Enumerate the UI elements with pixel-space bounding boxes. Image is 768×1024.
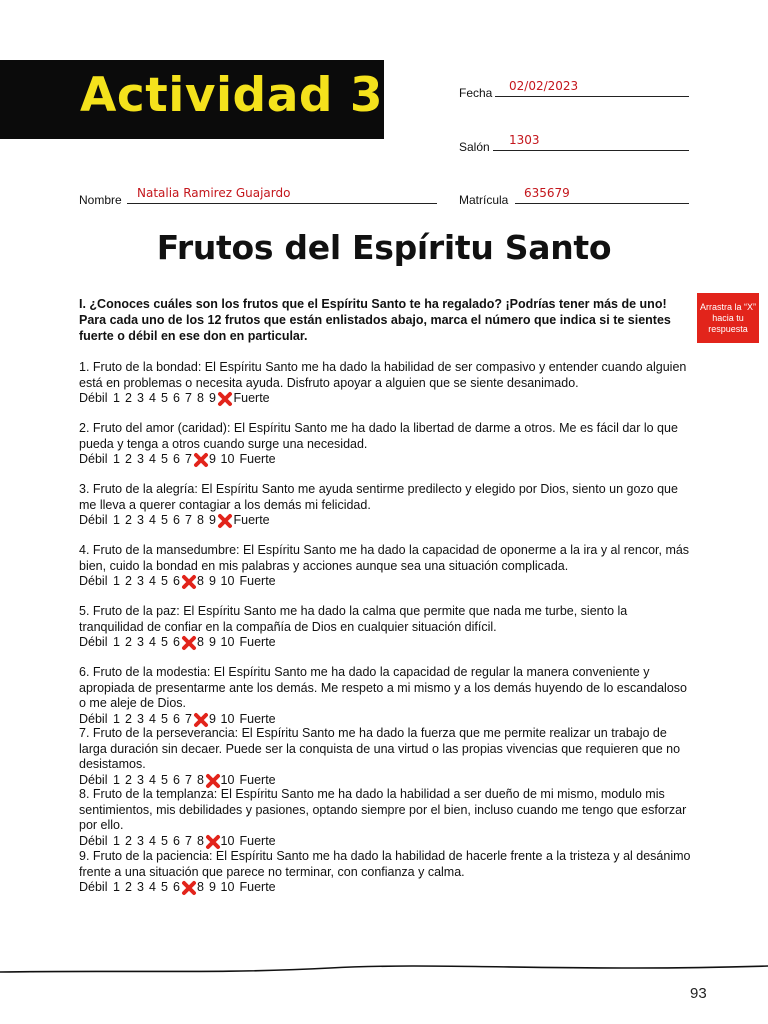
scale-option-8[interactable]: 8 — [197, 513, 204, 528]
scale-option-3[interactable]: 3 — [137, 635, 144, 650]
scale-option-10[interactable]: 10 — [220, 452, 235, 467]
page-title: Frutos del Espíritu Santo — [156, 228, 612, 267]
scale-option-5[interactable]: 5 — [161, 880, 168, 895]
scale-option-2[interactable]: 2 — [125, 772, 132, 787]
question-item — [79, 421, 691, 468]
rating-scale — [79, 452, 691, 468]
question-text: 2. Fruto del amor (caridad): El Espíritu Santo me ha dado la libertad de darme a otros. Me es fácil dar lo que pueda y tenga a otros cuando surge una necesidad. — [79, 421, 678, 451]
scale-option-3[interactable]: 3 — [137, 833, 144, 848]
scale-option-10[interactable]: 10 — [220, 711, 235, 726]
rating-scale — [79, 834, 691, 850]
question-text: 5. Fruto de la paz: El Espíritu Santo me ha dado la calma que permite que nada me turbe, siento la tranquilidad de confiar en la compañía de Dios en cualquier situación difícil. — [79, 604, 628, 634]
scale-low-label: Débil — [79, 880, 108, 895]
scale-option-3[interactable]: 3 — [137, 711, 144, 726]
scale-option-8[interactable]: 8 — [197, 772, 204, 787]
rating-scale — [79, 880, 691, 896]
scale-option-6[interactable]: 6 — [173, 711, 180, 726]
drag-hint-text: Arrastra la “X” hacia tu respuesta — [700, 301, 757, 334]
scale-option-5[interactable]: 5 — [161, 391, 168, 406]
scale-high-label: Fuerte — [239, 880, 276, 895]
scale-option-3[interactable]: 3 — [137, 452, 144, 467]
question-text: 3. Fruto de la alegría: El Espíritu Santo me ayuda sentirme predilecto y elegido por Dios, siento un gozo que me lleva a querer contagiar a los demás mi felicidad. — [79, 482, 678, 512]
scale-option-2[interactable]: 2 — [125, 833, 132, 848]
activity-banner — [0, 60, 384, 139]
scale-option-7[interactable]: 7 — [185, 391, 192, 406]
scale-option-4[interactable]: 4 — [149, 772, 156, 787]
scale-option-3[interactable]: 3 — [137, 772, 144, 787]
scale-option-2[interactable]: 2 — [125, 574, 132, 589]
question-item — [79, 665, 691, 728]
scale-option-5[interactable]: 5 — [161, 833, 168, 848]
scale-low-label: Débil — [79, 513, 108, 528]
scale-option-10[interactable]: 10 — [220, 772, 235, 787]
instructions: I. ¿Conoces cuáles son los frutos que el Espíritu Santo te ha regalado? ¡Podrías tener más de uno! Para cada uno de los 12 frutos que están enlistados abajo, marca el número que indica si te sientes fuerte o débil en ese don en particular. — [79, 297, 671, 343]
scale-option-4[interactable]: 4 — [149, 391, 156, 406]
scale-option-10[interactable]: 10 — [220, 635, 235, 650]
question-item — [79, 604, 691, 651]
rating-scale — [79, 574, 691, 590]
matricula-value: 635679 — [524, 186, 570, 200]
scale-option-1[interactable]: 1 — [113, 635, 120, 650]
scale-option-8[interactable]: 8 — [197, 880, 204, 895]
question-item — [79, 360, 691, 407]
fecha-underline — [495, 96, 689, 97]
scale-high-label: Fuerte — [239, 635, 276, 650]
rating-scale — [79, 391, 691, 407]
scale-low-label: Débil — [79, 772, 108, 787]
x-mark-icon[interactable] — [217, 513, 233, 529]
scale-option-4[interactable]: 4 — [149, 880, 156, 895]
question-text: 6. Fruto de la modestia: El Espíritu Santo me ha dado la capacidad de regular la manera conveniente y apropiada de presentarme ante los demás. Me respeto a mi mismo y a los demás huyendo de lo escandaloso o me aleje de Dios. — [79, 665, 687, 710]
scale-option-2[interactable]: 2 — [125, 513, 132, 528]
scale-option-9[interactable]: 9 — [209, 635, 216, 650]
question-text: 7. Fruto de la perseverancia: El Espíritu Santo me ha dado la fuerza que me permite realizar un trabajo de larga duración sin decaer. Puede ser la conquista de una virtud o las propias vivencias que requieren que no desistamos. — [79, 726, 681, 771]
matricula-field[interactable] — [459, 187, 691, 207]
question-item — [79, 482, 691, 529]
question-text: 4. Fruto de la mansedumbre: El Espíritu Santo me ha dado la capacidad de oponerme a la ira y al rencor, más bien, cuido la bondad en mis palabras y acciones aunque sea una situación complicada. — [79, 543, 690, 573]
scale-option-10[interactable]: 10 — [220, 574, 235, 589]
question-text: 9. Fruto de la paciencia: El Espíritu Santo me ha dado la habilidad de hacerle frente a la tristeza y al desánimo frente a una situación que parece no terminar, con confianza y calma. — [79, 849, 691, 879]
salon-underline — [493, 150, 689, 151]
scale-option-8[interactable]: 8 — [197, 391, 204, 406]
scale-option-7[interactable]: 7 — [185, 513, 192, 528]
scale-option-6[interactable]: 6 — [173, 833, 180, 848]
scale-option-10[interactable]: 10 — [220, 833, 235, 848]
scale-high-label: Fuerte — [239, 833, 276, 848]
x-mark-icon[interactable] — [217, 391, 233, 407]
scale-option-6[interactable]: 6 — [173, 513, 180, 528]
page-number: 93 — [690, 985, 707, 1002]
scale-option-9[interactable]: 9 — [209, 711, 216, 726]
scale-option-1[interactable]: 1 — [113, 391, 120, 406]
scale-option-9[interactable]: 9 — [209, 513, 216, 528]
scale-option-6[interactable]: 6 — [173, 635, 180, 650]
scale-low-label: Débil — [79, 391, 108, 406]
scale-option-3[interactable]: 3 — [137, 513, 144, 528]
x-mark-icon[interactable] — [193, 452, 209, 468]
scale-option-2[interactable]: 2 — [125, 711, 132, 726]
question-text: 8. Fruto de la templanza: El Espíritu Santo me ha dado la habilidad a ser dueño de mi mismo, modulo mis sentimientos, mis debilidades y pasiones, optando siempre por el bien, incluso cuando me tengo que esforzar por ello. — [79, 787, 687, 832]
salon-label: Salón — [459, 140, 490, 154]
scale-option-6[interactable]: 6 — [173, 574, 180, 589]
scale-option-8[interactable]: 8 — [197, 574, 204, 589]
scale-option-7[interactable]: 7 — [185, 711, 192, 726]
scale-option-1[interactable]: 1 — [113, 772, 120, 787]
scale-option-1[interactable]: 1 — [113, 452, 120, 467]
activity-title: Actividad 3 — [80, 68, 384, 123]
nombre-value: Natalia Ramirez Guajardo — [137, 186, 291, 200]
matricula-label: Matrícula — [459, 193, 509, 207]
question-item — [79, 543, 691, 590]
x-mark-icon[interactable] — [181, 635, 197, 651]
scale-option-1[interactable]: 1 — [113, 574, 120, 589]
fecha-label: Fecha — [459, 86, 493, 100]
scale-option-4[interactable]: 4 — [149, 574, 156, 589]
scale-option-4[interactable]: 4 — [149, 513, 156, 528]
scale-high-label: Fuerte — [239, 711, 276, 726]
scale-option-5[interactable]: 5 — [161, 513, 168, 528]
scale-low-label: Débil — [79, 635, 108, 650]
x-mark-icon[interactable] — [205, 834, 221, 850]
x-mark-icon[interactable] — [181, 574, 197, 590]
scale-option-6[interactable]: 6 — [173, 391, 180, 406]
scale-option-8[interactable]: 8 — [197, 833, 204, 848]
scale-option-2[interactable]: 2 — [125, 635, 132, 650]
matricula-underline — [515, 203, 689, 204]
scale-option-1[interactable]: 1 — [113, 880, 120, 895]
scale-option-5[interactable]: 5 — [161, 772, 168, 787]
scale-low-label: Débil — [79, 833, 108, 848]
question-item — [79, 849, 691, 896]
bottom-divider — [0, 958, 768, 982]
scale-option-2[interactable]: 2 — [125, 391, 132, 406]
scale-option-3[interactable]: 3 — [137, 391, 144, 406]
scale-high-label: Fuerte — [239, 772, 276, 787]
drag-hint-badge — [697, 293, 759, 343]
salon-value: 1303 — [509, 133, 540, 147]
rating-scale — [79, 513, 691, 529]
salon-field[interactable] — [459, 134, 691, 154]
scale-option-7[interactable]: 7 — [185, 452, 192, 467]
fecha-value: 02/02/2023 — [509, 79, 579, 93]
scale-option-4[interactable]: 4 — [149, 833, 156, 848]
scale-option-4[interactable]: 4 — [149, 452, 156, 467]
scale-option-4[interactable]: 4 — [149, 635, 156, 650]
x-mark-icon[interactable] — [181, 880, 197, 896]
scale-option-2[interactable]: 2 — [125, 880, 132, 895]
scale-option-9[interactable]: 9 — [209, 452, 216, 467]
fecha-field[interactable] — [459, 80, 691, 100]
scale-option-1[interactable]: 1 — [113, 711, 120, 726]
scale-low-label: Débil — [79, 711, 108, 726]
scale-option-1[interactable]: 1 — [113, 513, 120, 528]
scale-option-7[interactable]: 7 — [185, 772, 192, 787]
scale-high-label: Fuerte — [239, 452, 276, 467]
scale-option-6[interactable]: 6 — [173, 772, 180, 787]
scale-high-label: Fuerte — [233, 513, 270, 528]
scale-option-6[interactable]: 6 — [173, 880, 180, 895]
scale-option-6[interactable]: 6 — [173, 452, 180, 467]
scale-low-label: Débil — [79, 452, 108, 467]
scale-option-8[interactable]: 8 — [197, 635, 204, 650]
scale-option-9[interactable]: 9 — [209, 391, 216, 406]
question-item — [79, 787, 691, 850]
scale-option-9[interactable]: 9 — [209, 880, 216, 895]
nombre-field[interactable] — [79, 187, 439, 207]
scale-option-10[interactable]: 10 — [220, 880, 235, 895]
scale-high-label: Fuerte — [233, 391, 270, 406]
scale-option-5[interactable]: 5 — [161, 635, 168, 650]
scale-low-label: Débil — [79, 574, 108, 589]
scale-option-5[interactable]: 5 — [161, 711, 168, 726]
scale-option-1[interactable]: 1 — [113, 833, 120, 848]
question-text: 1. Fruto de la bondad: El Espíritu Santo me ha dado la habilidad de ser compasivo y entender cuando alguien está en problemas o necesita ayuda. Disfruto apoyar a alguien que se siente desanimado. — [79, 360, 687, 390]
question-item — [79, 726, 691, 789]
scale-option-7[interactable]: 7 — [185, 833, 192, 848]
scale-option-3[interactable]: 3 — [137, 880, 144, 895]
nombre-underline — [127, 203, 437, 204]
scale-option-3[interactable]: 3 — [137, 574, 144, 589]
scale-option-5[interactable]: 5 — [161, 574, 168, 589]
scale-high-label: Fuerte — [239, 574, 276, 589]
rating-scale — [79, 635, 691, 651]
scale-option-9[interactable]: 9 — [209, 574, 216, 589]
scale-option-5[interactable]: 5 — [161, 452, 168, 467]
nombre-label: Nombre — [79, 193, 122, 207]
scale-option-2[interactable]: 2 — [125, 452, 132, 467]
scale-option-4[interactable]: 4 — [149, 711, 156, 726]
